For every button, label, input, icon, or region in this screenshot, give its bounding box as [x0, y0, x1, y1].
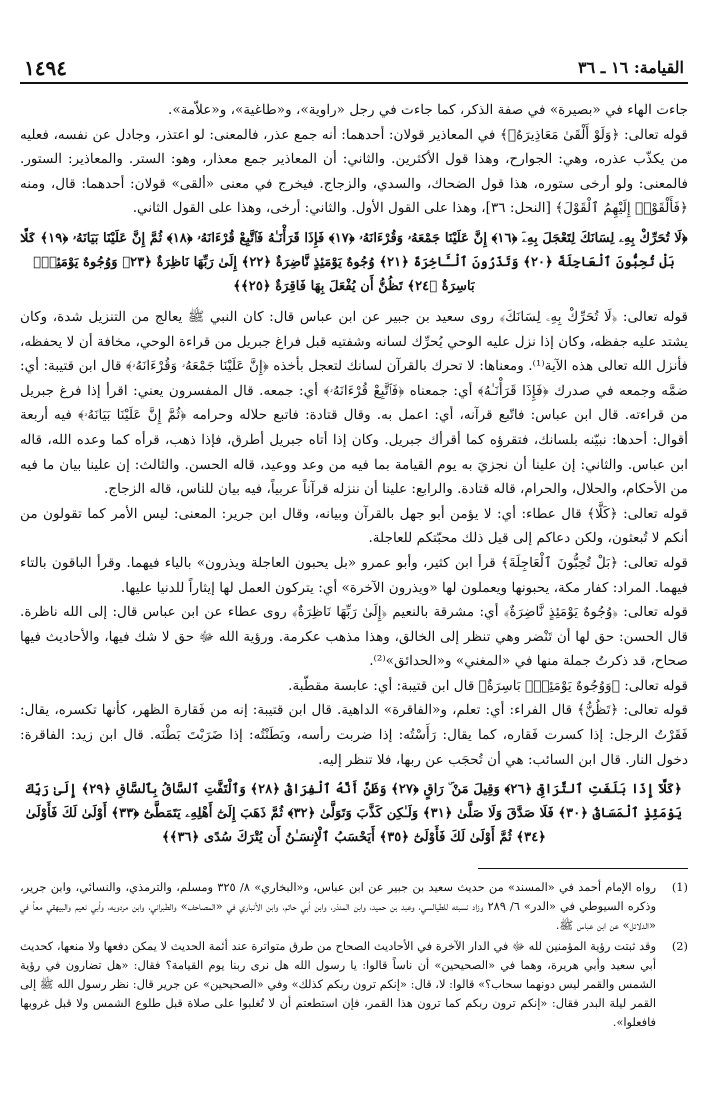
footnote-number: (2)	[671, 939, 688, 953]
paragraph: جاءت الهاء في «بصيرة» في صفة الذكر، كما جاءت في رجل «راوية»، و«طاغية»، و«علاّمة».	[168, 102, 688, 118]
footnote-rule	[478, 868, 688, 869]
footnote-text: وقد ثبتت رؤية المؤمنين لله ﷻ في الدار الآخرة في الأحاديث الصحاح من طرق متواترة عند أئمة الحديث لا يمكن دفعها ولا منعها، كحديث أبي سعيد وأبي هريرة، وهما في «الصحيحين» أن ناساً قالوا: يا رسول الله هل نرى ربنا يوم القيامة؟ فقال: «هل تضارون في رؤية الشمس والقمر ليس دونهما سحاب؟» قالوا: لا، قال: «إنكم ترون ربكم كذلك» وفي «الصحيحين» عن جرير قال: نظر رسول الله ﷺ إلى القمر ليلة البدر فقال: «إنكم ترون ربكم كما ترون هذا القمر، فإن استطعتم أن لا تُغلبوا على صلاة قبل طلوع الشمس ولا قبل غروبها فافعلوا».	[20, 939, 656, 1029]
footnote	[20, 878, 688, 935]
paragraph: قوله تعالى: ﴿وَلَوْ أَلْقَىٰ مَعَاذِيرَهُۥ﴾ في المعاذير قولان: أحدهما: أنه جمع عذر، فالمعنى: لو اعتذر، وجادل عن نفسه، فعليه من يكذّب عذره، وهي: الجوارح، وهذا قول الأكثرين. والثاني: أن المعاذير جمع معذار، وهو: الستر. والمعاذير: الستور. فالمعنى: ولو أرخى ستوره، هذا قول الضحاك، والسدي، والزجاج. فيخرج في معنى «ألقى» قولان: أحدهما: قال، ومنه ﴿فَأَلْقَوْا۟ إِلَيْهِمُ ٱلْقَوْلَ﴾ [النحل: ٣٦]، وهذا على القول الأول. والثاني: أرخى، وهذا على القول الثاني.	[20, 126, 688, 217]
footnote-number: (1)	[671, 880, 688, 894]
footnote	[20, 937, 688, 1032]
paragraph: قوله تعالى: ﴿تَظُنُّ﴾ قال الفراء: أي: تعلم، و«الفاقرة» الداهية. قال ابن قتيبة: إنه من فَقارة الظهر، كأنها تكسره، يقال: فَقَرْتُ الرجل: إذا كسرت فَقاره، كما يقال: رَأَسْتُه: إذا ضربت رأسه، وبَطَنْتُه: إذا ضَرَبْتَ بَطْنَه. قال ابن زيد: الفاقرة: دخول النار. قال ابن السائب: هي أن تُحجَب عن ربها، فلا تنظر إليه.	[20, 702, 688, 768]
verse-block: ﴿كَلَّآ إِذَا بَلَغَتِ ٱلتَّرَاقِىَ ﴿٢٦﴾ وَقِيلَ مَنْ ۜ رَاقٍ ﴿٢٧﴾ وَظَنَّ أَنَّهُ ٱلْفِرَاقُ ﴿٢٨﴾ وَٱلْتَفَّتِ ٱلسَّاقُ بِٱلسَّاقِ ﴿٢٩﴾ إِلَىٰ رَبِّكَ يَوْمَئِذٍ ٱلْمَسَاقُ ﴿٣٠﴾ فَلَا صَدَّقَ وَلَا صَلَّىٰ ﴿٣١﴾ وَلَـٰكِن كَذَّبَ وَتَوَلَّىٰ ﴿٣٢﴾ ثُمَّ ذَهَبَ إِلَىٰٓ أَهْلِهِۦ يَتَمَطَّىٰٓ ﴿٣٣﴾ أَوْلَىٰ لَكَ فَأَوْلَىٰ ﴿٣٤﴾ ثُمَّ أَوْلَىٰ لَكَ فَأَوْلَىٰٓ ﴿٣٥﴾ أَيَحْسَبُ ٱلْإِنسَـٰنُ أَن يُتْرَكَ سُدًى ﴿٣٦﴾﴾	[25, 782, 683, 846]
verse-block: ﴿لَا تُحَرِّكْ بِهِۦ لِسَانَكَ لِتَعْجَلَ بِهِۦٓ ﴿١٦﴾ إِنَّ عَلَيْنَا جَمْعَهُۥ وَقُرْءَانَهُۥ ﴿١٧﴾ فَإِذَا قَرَأْنَـٰهُ فَٱتَّبِعْ قُرْءَانَهُۥ ﴿١٨﴾ ثُمَّ إِنَّ عَلَيْنَا بَيَانَهُۥ ﴿١٩﴾ كَلَّا بَلْ تُحِبُّونَ ٱلْعَاجِلَةَ ﴿٢٠﴾ وَتَذَرُونَ ٱلْـَٔاخِرَةَ ﴿٢١﴾ وُجُوهٌ يَوْمَئِذٍ نَّاضِرَةٌ ﴿٢٢﴾ إِلَىٰ رَبِّهَا نَاظِرَةٌ ﴿٢٣﴾ وَوُجُوهٌ يَوْمَئِذٍۭ بَاسِرَةٌ ﴿٢٤﴾ تَظُنُّ أَن يُفْعَلَ بِهَا فَاقِرَةٌ ﴿٢٥﴾﴾	[20, 230, 688, 294]
main-text	[20, 98, 688, 856]
paragraph: قوله تعالى: ﴿لَا تُحَرِّكْ بِهِۦ لِسَانَكَ﴾ روى سعيد بن جبير عن ابن عباس قال: كان النبي ﷺ يعالج من التنزيل شدة، وكان يشتد عليه جفظه، وكان إذا نزل عليه الوحي يُحرِّك لسانه وشفتيه قبل فراغ جبريل من قراءة الوحي، مخافة أن لا يحفظه، فأنزل الله تعالى هذه الآية⁽¹⁾. ومعناها: لا تحرك بالقرآن لسانك لتعجل بأخذه ﴿إِنَّ عَلَيْنَا جَمْعَهُۥ وَقُرْءَانَهُۥ﴾ قال ابن قتيبة: أي: ضمَّه وجمعه في صدرك ﴿فَإِذَا قَرَأْنَـٰهُ﴾ أي: جمعناه ﴿فَٱتَّبِعْ قُرْءَانَهُۥ﴾ أي: جمعه. قال المفسرون يعني: اقرأ إذا فرغ جبريل من قراءته. قال ابن عباس: فاتّبع قرآنه، أي: اعمل به. وقال قتادة: فاتبع حلاله وحرامه ﴿ثُمَّ إِنَّ عَلَيْنَا بَيَانَهُۥ﴾ فيه أربعة أقوال: أحدها: نبيّنه بلسانك، فتقرؤه كما أقرأك جبريل. وكان إذا أتاه جبريل أطرق، فإذا ذهب، قرأه كما وعده الله، قاله ابن عباس. والثاني: إن علينا أن نجزيَ به يوم القيامة بما فيه من وعد ووعيد، قاله الحسن. والثالث: إن علينا بيان ما فيه من الأحكام، والحلال، والحرام، قاله قتادة. والرابع: علينا أن ننزله قرآناً عربياً، فيه بيان للناس، قاله الزجاج.	[20, 308, 688, 498]
book-page	[20, 0, 688, 1104]
running-title: القيامة: ١٦ ـ ٣٦	[578, 58, 684, 77]
footnotes	[20, 878, 688, 1092]
footnote-separator	[20, 868, 688, 870]
paragraph: قوله تعالى: ﴿وُجُوهٌ يَوْمَئِذٍ نَّاضِرَةٌ﴾ أي: مشرقة بالنعيم ﴿إِلَىٰ رَبِّهَا نَاظِرَةٌ﴾ روى عطاء عن ابن عباس قال: إلى الله ناظرة. قال الحسن: حق لها أن تَنْضر وهي تنظر إلى الخالق، وهذا مذهب عكرمة. ورؤية الله ﷻ حق لا شك فيها، والأحاديث فيها صحاح، قد ذكرتُ جملة منها في «المغني» و«الحدائق»⁽²⁾.	[20, 604, 688, 670]
paragraph: قوله تعالى: ﴿كَلَّا﴾ قال عطاء: أي: لا يؤمن أبو جهل بالقرآن وبيانه، وقال ابن جرير: المعنى: ليس الأمر كما تقولون من أنكم لا تُبعثون، ولكن دعاكم إلى قيل ذلك محبّتكم للعاجلة.	[20, 505, 688, 547]
paragraph: قوله تعالى: ﴿بَلْ تُحِبُّونَ ٱلْعَاجِلَةَ﴾ قرأ ابن كثير، وأبو عمرو «بل يحبون العاجلة ويذرون» بالياء فيهما. وقرأ الباقون بالتاء فيهما. المراد: كفار مكة، يحبونها ويعملون لها «ويذرون الآخرة» أي: يتركون العمل لها إيثاراً للدنيا عليها.	[20, 554, 688, 596]
page-number: ١٤٩٤	[24, 56, 67, 80]
paragraph: قوله تعالى: ﴿وَوُجُوهٌ يَوْمَئِذٍۭ بَاسِرَةٌ﴾ قال ابن قتيبة: أي: عابسة مقطّبة.	[288, 677, 688, 694]
footnote-text: رواه الإمام أحمد في «المسند» من حديث سعيد بن جبير عن ابن عباس، و«البخاري» ٨/ ٣٢٥ ومسلم، والترمذي، والنسائي، وابن جرير، وذكره السيوطي في «الدر» ٦/ ٢٨٩ وزاد نسبته للطيالسي، وعبد بن حميد، وابن المنذر، وابن أبي حاتم، وابن الأنباري في «المصاحف» والطبراني، وابن مردويه، وأبي نعيم والبيهقي معاً في «الدلائل» عن ابن عباس ﷺ.	[20, 880, 657, 932]
page-header	[20, 56, 688, 84]
